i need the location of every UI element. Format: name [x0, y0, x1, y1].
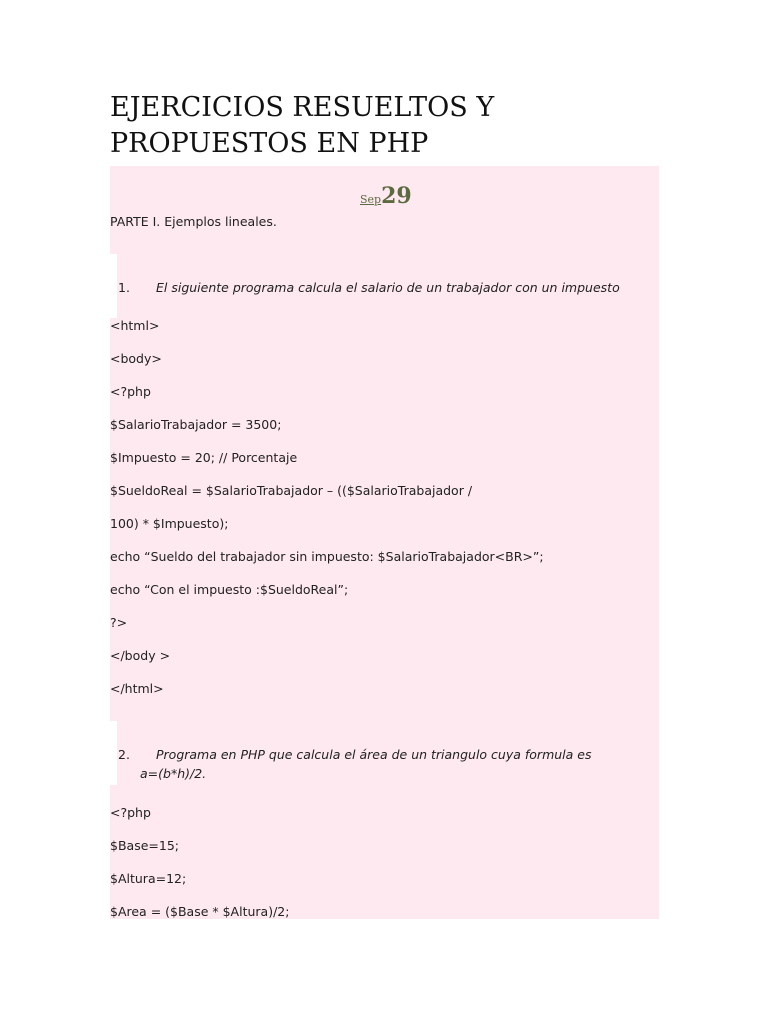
exercise-1-description [110, 278, 620, 297]
code-line: </body > [110, 648, 171, 663]
code-line: $Impuesto = 20; // Porcentaje [110, 450, 298, 465]
code-line: <body> [110, 351, 162, 366]
list-marker-strip [110, 721, 117, 785]
code-line: $Area = ($Base * $Altura)/2; [110, 904, 290, 919]
code-line: $Altura=12; [110, 871, 187, 886]
exercise-2-number: 2. [118, 747, 130, 762]
code-line: <?php [110, 805, 151, 820]
exercise-2-text [110, 745, 616, 764]
post-content [110, 166, 659, 919]
date-month[interactable]: Sep [360, 193, 382, 206]
title-line-1: EJERCICIOS RESUELTOS Y [110, 92, 495, 123]
code-line: 100) * $Impuesto); [110, 516, 229, 531]
exercise-2-description [110, 745, 616, 783]
title-line-2: PROPUESTOS EN PHP [110, 128, 429, 159]
code-line: $SalarioTrabajador = 3500; [110, 417, 282, 432]
section-heading: PARTE I. Ejemplos lineales. [110, 214, 277, 229]
code-line: $Base=15; [110, 838, 179, 853]
date-day[interactable]: 29 [381, 183, 412, 209]
code-line: echo “Con el impuesto :$SueldoReal”; [110, 582, 349, 597]
code-line: $SueldoReal = $SalarioTrabajador – (($SalarioTrabajador / [110, 483, 473, 498]
exercise-1-text: El siguiente programa calcula el salario de un trabajador con un impuesto [156, 280, 620, 295]
exercise-2-text-line-2: a=(b*h)/2. [140, 766, 207, 781]
code-line: <?php [110, 384, 151, 399]
list-marker-strip [110, 254, 117, 318]
code-line: </html> [110, 681, 164, 696]
code-line: echo “Sueldo del trabajador sin impuesto: $SalarioTrabajador<BR>”; [110, 549, 544, 564]
code-line: <html> [110, 318, 160, 333]
post-date[interactable] [360, 183, 412, 209]
document-title [110, 90, 670, 162]
exercise-2-text-line-1: Programa en PHP que calcula el área de un triangulo cuya formula es [156, 747, 592, 762]
code-line: ?> [110, 615, 128, 630]
exercise-1-number: 1. [118, 280, 130, 295]
